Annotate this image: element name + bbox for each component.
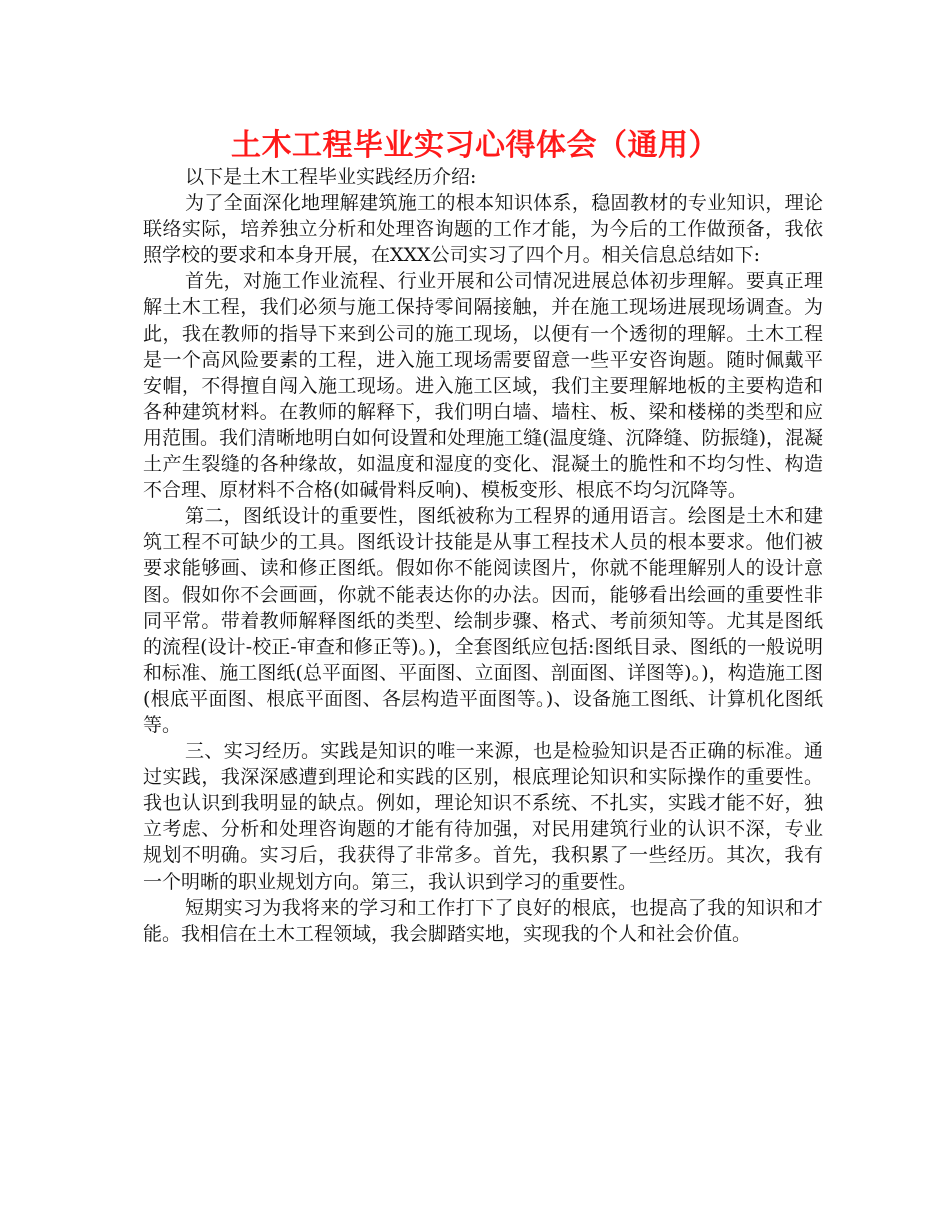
- second-section-paragraph: 第二，图纸设计的重要性，图纸被称为工程界的通用语言。绘图是土木和建筑工程不可缺少的工具。图纸设计技能是从事工程技术人员的根本要求。他们被要求能够画、读和修正图纸。假如你不能阅读图片，你就不能理解别人的设计意图。假如你不会画画，你就不能表达你的办法。因而，能够看出绘画的重要性非同平常。带着教师解释图纸的类型、绘制步骤、格式、考前须知等。尤其是图纸的流程(设计-校正-审查和修正等)。)，全套图纸应包括:图纸目录、图纸的一般说明和标准、施工图纸(总平面图、平面图、立面图、剖面图、详图等)。)，构造施工图(根底平面图、根底平面图、各层构造平面图等。)、设备施工图纸、计算机化图纸等。: [143, 505, 823, 736]
- third-section-paragraph: 三、实习经历。实践是知识的唯一来源，也是检验知识是否正确的标准。通过实践，我深深感遭到理论和实践的区别，根底理论知识和实际操作的重要性。我也认识到我明显的缺点。例如，理论知识不系统、不扎实，实践才能不好，独立考虑、分析和处理咨询题的才能有待加强，对民用建筑行业的认识不深，专业规划不明确。实习后，我获得了非常多。首先，我积累了一些经历。其次，我有一个明晰的职业规划方向。第三，我认识到学习的重要性。: [143, 740, 823, 893]
- document-body: [143, 164, 823, 947]
- purpose-paragraph: 为了全面深化地理解建筑施工的根本知识体系，稳固教材的专业知识，理论联络实际，培养独立分析和处理咨询题的工作才能，为今后的工作做预备，我依照学校的要求和本身开展，在XXX公司实习了四个月。相关信息总结如下:: [143, 192, 823, 267]
- document-title: 土木工程毕业实习心得体会（通用）: [231, 128, 719, 163]
- intro-paragraph: 以下是土木工程毕业实践经历介绍:: [185, 166, 477, 188]
- conclusion-paragraph: 短期实习为我将来的学习和工作打下了良好的根底，也提高了我的知识和才能。我相信在土木工程领域，我会脚踏实地，实现我的个人和社会价值。: [143, 896, 823, 945]
- first-section-paragraph: 首先，对施工作业流程、行业开展和公司情况进展总体初步理解。要真正理解土木工程，我们必须与施工保持零间隔接触，并在施工现场进展现场调查。为此，我在教师的指导下来到公司的施工现场，以便有一个透彻的理解。土木工程是一个高风险要素的工程，进入施工现场需要留意一些平安咨询题。随时佩戴平安帽，不得擅自闯入施工现场。进入施工区域，我们主要理解地板的主要构造和各种建筑材料。在教师的解释下，我们明白墙、墙柱、板、梁和楼梯的类型和应用范围。我们清晰地明白如何设置和处理施工缝(温度缝、沉降缝、防振缝)，混凝土产生裂缝的各种缘故，如温度和湿度的变化、混凝土的脆性和不均匀性、构造不合理、原材料不合格(如碱骨料反响)、模板变形、根底不均匀沉降等。: [143, 270, 823, 502]
